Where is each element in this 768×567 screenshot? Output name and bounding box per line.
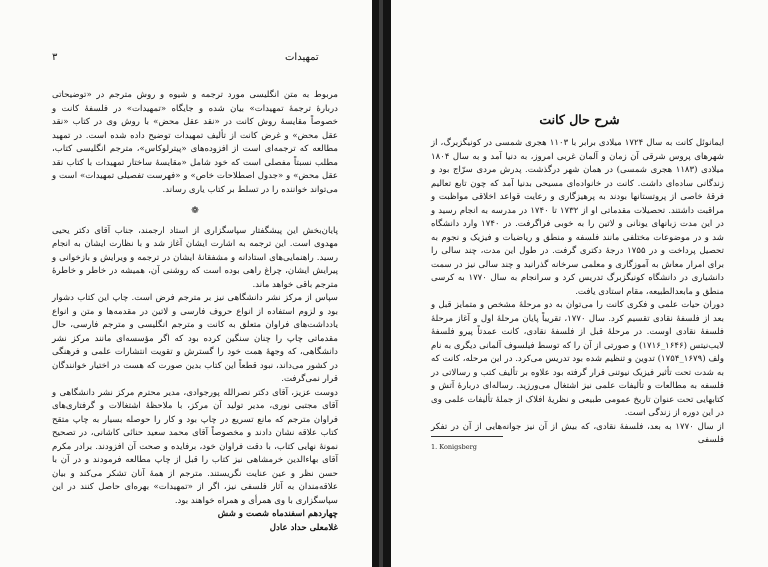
paragraph: دوران حیات علمی و فکری کانت را می‌توان به دو مرحلهٔ مشخص و متمایز قبل و بعد از فلسفهٔ نقادی تقسیم کرد. سال ۱۷۷۰، تقریباً پایان مرحلهٔ اول و آغاز مرحلهٔ فلسفهٔ نقادی اوست. در مرحلهٔ قبل از فلسفهٔ نقادی، کانت عمدتاً پیرو فلسفهٔ لایب‌نیتس (۱۶۴۶_۱۷۱۶) و صورتی از آن را که توسط فیلسوف آلمانی دیگری به نام ولف (۱۶۷۹_۱۷۵۴) تدوین و تنظیم شده بود تدریس می‌کرد. در این مرحله، کانت که به شدت تحت تأثیر فیزیک نیوتنی قرار گرفته بود علاوه بر تألیف کتب و رسالاتی در فلسفه به مطالعات و تألیفات علمی نیز اشتغال می‌ورزید. رساله‌ای دربارهٔ آتش و کتابهایی تحت عنوان تاریخ عمومی طبیعی و نظریهٔ افلاک از جملهٔ تألیفات علمی وی در این دوره از زندگی است. xyxy=(431,300,725,418)
footnote-rule xyxy=(431,436,503,437)
left-page-body xyxy=(52,89,338,535)
book-gutter xyxy=(372,0,391,567)
paragraph: دوست عزیز، آقای دکتر نصرالله پورجوادی، مدیر محترم مرکز نشر دانشگاهی و آقای مجتبی نوری، مدیر تولید آن مرکز، با ملاحظهٔ اشتغالات و گرفتاری‌های فراوان مترجم که مانع تسریع در چاپ بود و کار را حوصله بسیار به چاپ متقح کتاب علاقه نشان دادند و مخصوصاً آقای محمد سعید حنائی کاشانی، در تصحیح نمونهٔ نهایی کتاب، با دقت فراوان خود، برفایده و صحت آن افزودند. برادر مکرم آقای بهاءالدین خرمشاهی نیز کتاب را قبل از چاپ مطالعه فرمودند و در آن با حسن نظر و عین عنایت نگریستند. مترجم از همهٔ آنان تشکر می‌کند و بیان علاقه‌مندان به آثار فلسفی نیز، اگر از «تمهیدات» بهره‌ای حاصل کنند در این سپاسگزاری با وی همرأی و همراه خواهند بود. xyxy=(52,387,338,506)
paragraph: مربوط به متن انگلیسی مورد ترجمه و شیوه و روش مترجم در «توضیحاتی دربارهٔ ترجمهٔ تمهیدات» بیان شده و جایگاه «تمهیدات» در فلسفهٔ کانت و خصوصاً مقایسهٔ روش کانت در «نقد عقل محض» با روش وی در کتاب «نقد عقل محض» و غرض کانت از تألیف تمهیدات توضیح داده شده است. در تمهید مطالعه که ترجمه‌ای است از افزوده‌های «پیترلوکاس»، مترجم انگلیسی کتاب، مطلب نسبتاً مفصلی است که خود شامل «مقایسهٔ ساختار تمهیدات با کتاب نقد عقل محض» و «جدول اصطلاحات خاص» و «فهرست تفصیلی تمهیدات» است و می‌تواند خواننده را در تسلط بر کتاب یاری رساند. xyxy=(52,90,338,195)
paragraph: سپاس از مرکز نشر دانشگاهی نیز بر مترجم فرض است. چاپ این کتاب دشوار بود و لزوم استفاده از انواع حروف فارسی و لاتین در مقدمه‌ها و متن و انواع یادداشت‌های فراوان متعلق به کانت و مترجم انگلیسی و مترجم فارسی، حال مقدماتی چاپ را چنان سنگین کرده بود که اگر مؤسسه‌ای مانند مرکز نشر دانشگاهی، که وجههٔ همت خود را گسترش و تقویت انتشارات علمی و فرهنگی در کشور می‌داند، نبود قطعاً این کتاب بدین صورت که هست در اختیار خوانندگان قرار نمی‌گرفت. xyxy=(52,293,338,384)
left-page xyxy=(0,0,372,567)
section-title: شرح حال کانت xyxy=(539,112,620,127)
running-head: تمهیدات xyxy=(285,52,319,63)
right-page-body xyxy=(431,137,724,448)
page-number: ۳ xyxy=(52,52,58,63)
signature-name: غلامعلی حداد عادل xyxy=(269,522,338,533)
page-edge xyxy=(379,0,383,567)
paragraph: ایمانوئل کانت به سال ۱۷۲۴ میلادی برابر با ۱۱۰۳ هجری شمسی در کونیگزبرگ، از شهرهای پروس شرقی آن زمان و آلمان غربی امروز، به دنیا آمد و به سال ۱۸۰۴ میلادی (۱۱۸۳ هجری شمسی) در همان شهر درگذشت. پدرش مردی سرّاج بود و زندگانی ساده‌ای داشت. کانت در خانواده‌ای مسیحی بدنیا آمد که چون تابع تعالیم فرقهٔ خاصی از پروتستانها بودند به پرهیزگاری و رعایت قواعد اخلاقی مواظبت و مراقبت داشتند. تحصیلات مقدماتی او از ۱۷۳۲ تا ۱۷۴۰ در مدرسه به انجام رسید و در این مدت زبانهای یونانی و لاتین را به خوبی فراگرفت. در ۱۷۴۰ وارد دانشگاه شد و در موضوعات مختلفی مانند فلسفه و منطق و ریاضیات و فیزیک و نجوم به تحصیل پرداخت و در ۱۷۵۵ درجهٔ دکتری گرفت. در طول این مدت، چند سالی را برای امرار معاش به آموزگاری و معلمی سرخانه گذرانید و چند سالی نیز در سمت دانشیاری در دانشگاه کونیگزبرگ تدریس کرد و سرانجام به سال ۱۷۷۰ به کرسی منطق و مابعدالطبیعه، مقام استادی یافت. xyxy=(431,138,725,297)
signature-date: چهاردهم اسفندماه شصت و شش xyxy=(217,509,338,519)
paragraph: پایان‌بخش این پیشگفتار سپاسگزاری از استاد ارجمند، جناب آقای دکتر یحیی مهدوی است. این ترجمه به اشارت ایشان آغاز شد و با نظارت ایشان به انجام رسید. راهنمایی‌های استادانه و مشفقانهٔ ایشان در ترجمه و ویرایش و بازخوانی و پیرایش ایشان، چراغ راهی بوده است که روشنی آن، همیشه در خاطر و خاطرهٔ مترجم باقی خواهد ماند. xyxy=(52,225,338,290)
paragraph: از سال ۱۷۷۰ به بعد، فلسفهٔ نقادی، که بیش از آن نیز جوانه‌هایی از آن در تفکر فلسفی xyxy=(431,421,724,445)
right-page xyxy=(391,0,768,567)
footnote: 1. Konigsberg xyxy=(431,443,477,451)
section-separator: ❁ xyxy=(191,206,199,216)
